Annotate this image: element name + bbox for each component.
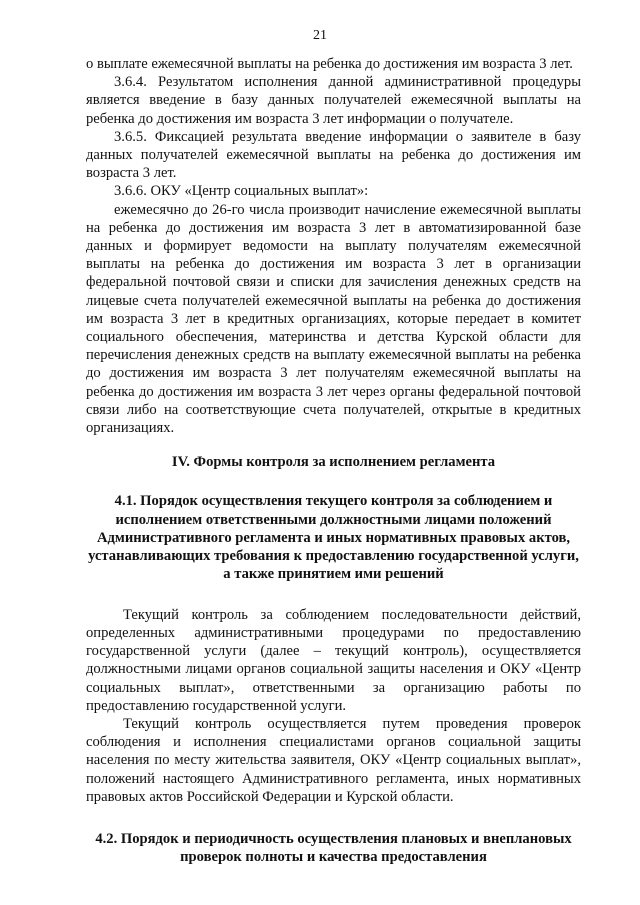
document-body [86,55,581,867]
heading-4-1: 4.1. Порядок осуществления текущего контроля за соблюдением и исполнением ответственными должностными лицами положений Административного регламента и иных нормативных правовых актов, устанавливающих требования к предоставлению государственной услуги, а также принятием ими решений [88,493,579,583]
paragraph-continuation: о выплате ежемесячной выплаты на ребенка до достижения им возраста 3 лет. [86,56,573,72]
paragraph-monthly-accrual: ежемесячно до 26-го числа производит начисление ежемесячной выплаты на ребенка до достижения им возраста 3 лет в автоматизированной базе данных и формирует ведомости на выплату получателям ежемесячной выплаты на ребенка до достижения им возраста 3 лет в организации федеральной почтовой связи и списки для зачисления денежных средств на лицевые счета получателей ежемесячной выплаты на ребенка до достижения им возраста 3 лет в кредитных организациях, которые передает в комитет социального обеспечения, материнства и детства Курской области для перечисления денежных средств на выплату ежемесячной выплаты на ребенка до достижения им возраста 3 лет получателям ежемесячной выплаты на ребенка до достижения им возраста 3 лет через органы федеральной почтовой связи либо на соответствующие счета получателей, открытые в кредитных организациях. [86,201,581,437]
section-heading-iv: IV. Формы контроля за исполнением регламента [171,454,496,471]
paragraph-current-control-definition: Текущий контроль за соблюдением последовательности действий, определенных административными процедурами по предоставлению государственной услуги (далее – текущий контроль), осуществляется должностными лицами органов социальной защиты населения и ОКУ «Центр социальных выплат», ответственными за организацию работы по предоставлению государственной услуги. [86,606,581,714]
paragraph-3-6-4: 3.6.4. Результатом исполнения данной административной процедуры является введение в базу данных получателей ежемесячной выплаты на ребенка до достижения им возраста 3 лет информации о получателе. [86,74,581,127]
paragraph-3-6-5: 3.6.5. Фиксацией результата введение информации о заявителе в базу данных получателей ежемесячной выплаты на ребенка до достижения им возраста 3 лет. [86,128,581,182]
page-number: 21 [313,28,327,43]
paragraph-3-6-6: 3.6.6. ОКУ «Центр социальных выплат»: [114,183,369,200]
heading-4-2: 4.2. Порядок и периодичность осуществления плановых и внеплановых проверок полноты и качества предоставления [95,830,572,866]
paragraph-current-control-method: Текущий контроль осуществляется путем проведения проверок соблюдения и исполнения специалистами органов социальной защиты населения по месту жительства заявителя, ОКУ «Центр социальных выплат», положений настоящего Административного регламента, иных нормативных правовых актов Российской Федерации и Курской области. [86,715,581,805]
